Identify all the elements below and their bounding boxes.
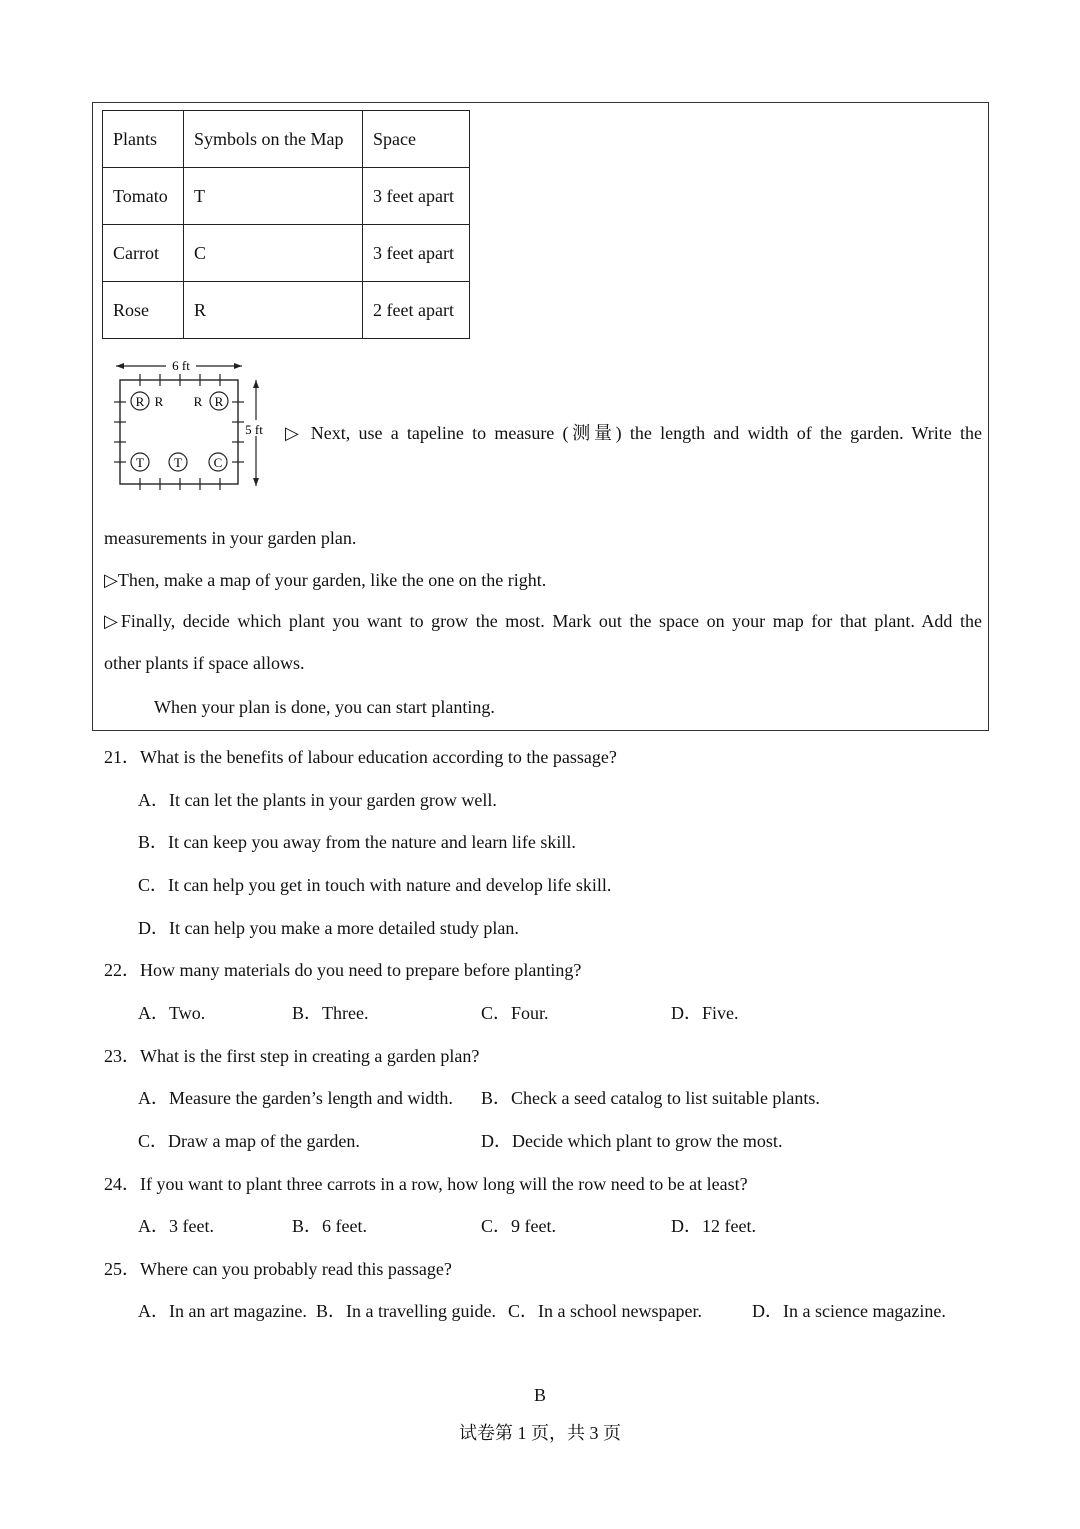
table-cell: Carrot <box>103 225 184 282</box>
width-label: 6 ft <box>172 358 190 373</box>
table-row <box>103 282 470 339</box>
table-cell: T <box>184 168 363 225</box>
garden-map <box>104 356 274 496</box>
carrot-symbol: C <box>213 455 223 470</box>
question-option: A．Measure the garden’s length and width. <box>138 1088 453 1108</box>
question-option: B．Check a seed catalog to list suitable plants. <box>481 1088 820 1108</box>
question-option: B．In a travelling guide. <box>316 1301 496 1321</box>
table-header-cell: Space <box>363 111 470 168</box>
question-option: C．It can help you get in touch with nature and develop life skill. <box>138 875 612 895</box>
height-label: 5 ft <box>245 422 263 437</box>
question-option: D．12 feet. <box>671 1216 756 1236</box>
question-option: C．9 feet. <box>481 1216 556 1236</box>
tomato-symbol: T <box>174 455 182 470</box>
question-option: B．It can keep you away from the nature and learn life skill. <box>138 832 576 852</box>
table-cell: 2 feet apart <box>363 282 470 339</box>
table-cell: C <box>184 225 363 282</box>
closing-line: When your plan is done, you can start planting. <box>154 697 495 717</box>
table-cell: Rose <box>103 282 184 339</box>
rose-symbol: R <box>154 394 164 409</box>
question-stem: 24．If you want to plant three carrots in a row, how long will the row need to be at least? <box>104 1174 748 1194</box>
rose-symbol: R <box>193 394 203 409</box>
question-stem: 23．What is the first step in creating a garden plan? <box>104 1046 480 1066</box>
section-label: B <box>533 1385 546 1405</box>
question-option: D．In a science magazine. <box>752 1301 946 1321</box>
question-stem: 21．What is the benefits of labour education according to the passage? <box>104 747 617 767</box>
step-then: ▷Then, make a map of your garden, like the one on the right. <box>104 570 547 590</box>
rose-symbol: R <box>135 394 145 409</box>
question-option: D．Decide which plant to grow the most. <box>481 1131 783 1151</box>
question-option: C．In a school newspaper. <box>508 1301 702 1321</box>
question-option: C．Four. <box>481 1003 549 1023</box>
rose-symbol: R <box>214 394 224 409</box>
question-option: D．It can help you make a more detailed study plan. <box>138 918 519 938</box>
question-option: A．It can let the plants in your garden grow well. <box>138 790 497 810</box>
table-cell: 3 feet apart <box>363 225 470 282</box>
question-option: B．6 feet. <box>292 1216 367 1236</box>
question-option: A．In an art magazine. <box>138 1301 307 1321</box>
plants-table <box>102 110 470 339</box>
table-cell: R <box>184 282 363 339</box>
page-footer: 试卷第 1 页，共 3 页 <box>459 1423 621 1443</box>
table-cell: Tomato <box>103 168 184 225</box>
step-finally: ▷Finally, decide which plant you want to grow the most. Mark out the space on your map for that plant. Add the <box>104 611 982 631</box>
tomato-symbol: T <box>136 455 144 470</box>
question-option: C．Draw a map of the garden. <box>138 1131 360 1151</box>
question-option: D．Five. <box>671 1003 739 1023</box>
table-header-row <box>103 111 470 168</box>
question-stem: 25．Where can you probably read this passage? <box>104 1259 452 1279</box>
question-option: A．Two. <box>138 1003 206 1023</box>
table-cell: 3 feet apart <box>363 168 470 225</box>
step-finally-continued: other plants if space allows. <box>104 653 305 673</box>
step-next: ▷ Next, use a tapeline to measure (测量) the length and width of the garden. Write the <box>285 423 982 443</box>
question-stem: 22．How many materials do you need to prepare before planting? <box>104 960 582 980</box>
table-row <box>103 225 470 282</box>
table-row <box>103 168 470 225</box>
question-option: B．Three. <box>292 1003 369 1023</box>
table-header-cell: Plants <box>103 111 184 168</box>
question-option: A．3 feet. <box>138 1216 214 1236</box>
table-header-cell: Symbols on the Map <box>184 111 363 168</box>
step-next-continued: measurements in your garden plan. <box>104 528 357 548</box>
